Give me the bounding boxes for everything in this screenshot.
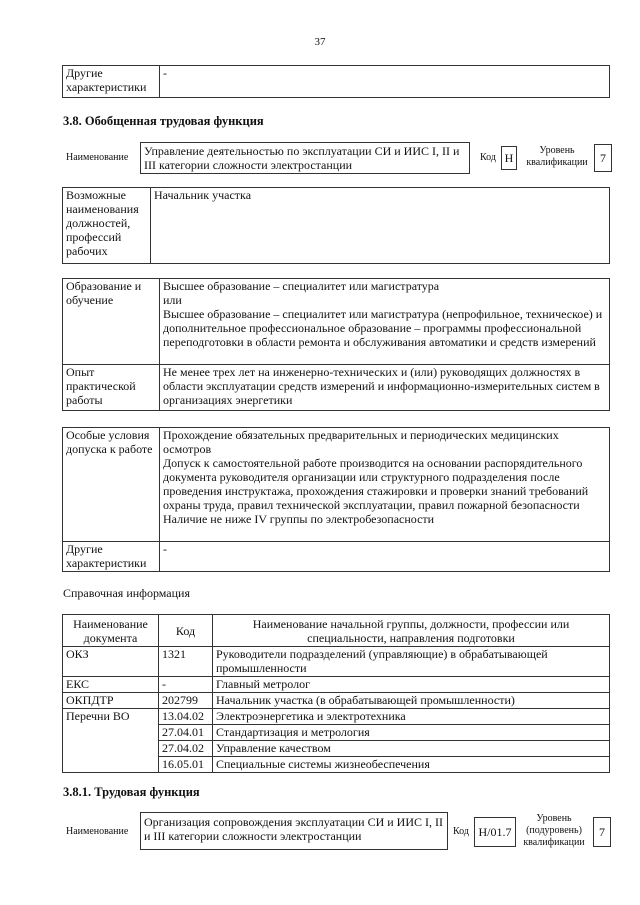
reference-doc: ОКПДТР xyxy=(63,693,159,709)
positions-value: Начальник участка xyxy=(151,188,610,264)
section-heading-3-8-1: 3.8.1. Трудовая функция xyxy=(63,785,200,799)
reference-header-doc: Наименование документа xyxy=(63,615,159,647)
reference-doc: ЕКС xyxy=(63,677,159,693)
reference-header-code: Код xyxy=(159,615,213,647)
tf-code-value: H/01.7 xyxy=(478,825,512,839)
gtf-name-text: Управление деятельностью по эксплуатации СИ и ИИС I, II и III категории сложности электростанции xyxy=(144,144,460,172)
reference-code: 16.05.01 xyxy=(159,757,213,773)
table-row xyxy=(63,709,610,725)
table-row xyxy=(63,741,610,757)
gtf-name-label: Наименование xyxy=(66,152,129,163)
reference-code: 1321 xyxy=(159,647,213,677)
tf-level-label: Уровень (подуровень) квалификации xyxy=(523,813,585,848)
gtf-code-box xyxy=(501,146,517,170)
education-label: Образование и обучение xyxy=(63,279,160,365)
education-line: Высшее образование – специалитет или магистратура (непрофильное, техническое) и дополнительное профессиональное образование – программы профессиональной переподготовки в области ремонта и обслуживания автоматики и средств измерений xyxy=(163,307,603,349)
reference-name: Руководители подразделений (управляющие) в обрабатывающей промышленности xyxy=(213,647,610,677)
gtf-name-value xyxy=(140,142,470,174)
experience-value: Не менее трех лет на инженерно-технических и (или) руководящих должностях в области эксплуатации средств измерений и информационно-измерительных систем в организациях энергетики xyxy=(160,365,610,411)
positions-table xyxy=(62,187,610,264)
reference-name: Стандартизация и метрология xyxy=(213,725,610,741)
table-row xyxy=(63,693,610,709)
reference-code: 13.04.02 xyxy=(159,709,213,725)
reference-code: 27.04.01 xyxy=(159,725,213,741)
admission-value xyxy=(160,428,610,542)
reference-doc: ОКЗ xyxy=(63,647,159,677)
reference-table xyxy=(62,614,610,773)
table-row xyxy=(63,725,610,741)
table-row xyxy=(63,647,610,677)
positions-label: Возможные наименования должностей, профессий рабочих xyxy=(63,188,151,264)
reference-doc xyxy=(63,725,159,741)
tf-code-box xyxy=(474,817,516,847)
other-characteristics-value: - xyxy=(160,66,610,98)
section-heading-3-8: 3.8. Обобщенная трудовая функция xyxy=(63,114,264,128)
admission-other-value: - xyxy=(160,542,610,572)
reference-code: 202799 xyxy=(159,693,213,709)
reference-doc xyxy=(63,757,159,773)
gtf-code-value: H xyxy=(504,151,514,165)
reference-name: Главный метролог xyxy=(213,677,610,693)
tf-level-box xyxy=(593,817,611,847)
admission-line: Прохождение обязательных предварительных и периодических медицинских осмотров xyxy=(163,428,559,456)
admission-line: Наличие не ниже IV группы по электробезопасности xyxy=(163,512,435,526)
page-number: 37 xyxy=(314,36,326,48)
admission-table xyxy=(62,427,610,572)
tf-name-label: Наименование xyxy=(66,826,129,837)
reference-code: 27.04.02 xyxy=(159,741,213,757)
tf-code-label: Код xyxy=(453,826,469,837)
education-table xyxy=(62,278,610,411)
experience-label: Опыт практической работы xyxy=(63,365,160,411)
reference-header-name: Наименование начальной группы, должности, профессии или специальности, направления подготовки xyxy=(213,615,610,647)
reference-code: - xyxy=(159,677,213,693)
reference-header-row xyxy=(63,615,610,647)
admission-line: Допуск к самостоятельной работе производится на основании распорядительного документа руководителя организации или структурного подразделения после проведения инструктажа, прохождения стажировки и проверки знаний требований охраны труда, правил технической эксплуатации, правил пожарной безопасности xyxy=(163,456,589,512)
tf-name-value xyxy=(140,812,448,850)
other-characteristics-table xyxy=(62,65,610,98)
gtf-level-box xyxy=(594,144,612,172)
gtf-code-label: Код xyxy=(480,152,496,163)
education-value xyxy=(160,279,610,365)
education-line: или xyxy=(163,293,182,307)
admission-other-label: Другие характеристики xyxy=(63,542,160,572)
gtf-level-label: Уровень квалификации xyxy=(526,145,588,168)
tf-name-text: Организация сопровождения эксплуатации СИ и ИИС I, II и III категории сложности электростанции xyxy=(144,815,443,843)
admission-label: Особые условия допуска к работе xyxy=(63,428,160,542)
reference-name: Управление качеством xyxy=(213,741,610,757)
reference-name: Начальник участка (в обрабатывающей промышленности) xyxy=(213,693,610,709)
tf-level-value: 7 xyxy=(599,825,605,839)
reference-name: Специальные системы жизнеобеспечения xyxy=(213,757,610,773)
reference-doc xyxy=(63,741,159,757)
gtf-level-value: 7 xyxy=(600,151,606,165)
reference-doc: Перечни ВО xyxy=(63,709,159,725)
reference-name: Электроэнергетика и электротехника xyxy=(213,709,610,725)
table-row xyxy=(63,677,610,693)
reference-title: Справочная информация xyxy=(63,586,190,600)
education-line: Высшее образование – специалитет или магистратура xyxy=(163,279,440,293)
other-characteristics-label: Другие характеристики xyxy=(63,66,160,98)
table-row xyxy=(63,757,610,773)
